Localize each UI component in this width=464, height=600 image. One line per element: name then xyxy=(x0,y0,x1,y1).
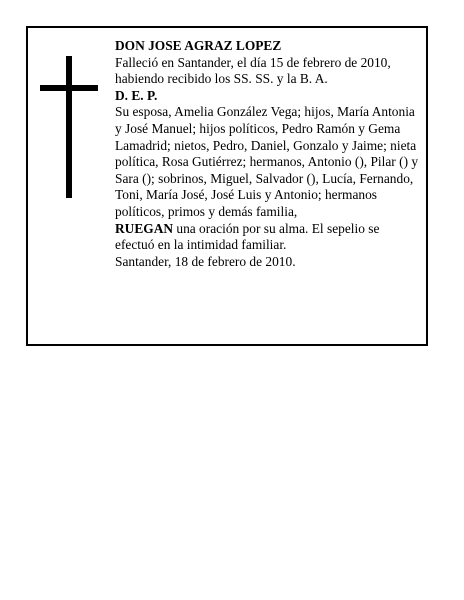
family-list: Su esposa, Amelia González Vega; hijos, María Antonia y José Manuel; hijos políticos, Pedro Ramón y Gema Lamadrid; nietos, Pedro, Daniel, Gonzalo y Jaime; nieta política, Rosa Gutiérrez; hermanos, Antonio (), Pilar () y Sara (); sobrinos, Miguel, Salvador (), Lucía, Fernando, Toni, María José, José Luis y Antonio; hermanos políticos, primos y demás familia, xyxy=(115,104,419,219)
deceased-name: DON JOSE AGRAZ LOPEZ xyxy=(115,38,282,53)
request-text: una oración por su alma. El sepelio se efectuó en la intimidad familiar. xyxy=(115,220,380,253)
place-date: Santander, 18 de febrero de 2010. xyxy=(115,253,296,269)
cross-icon xyxy=(40,56,98,198)
rest-in-peace: D. E. P. xyxy=(115,87,158,103)
request-paragraph xyxy=(115,221,421,254)
request-word: RUEGAN xyxy=(115,220,174,236)
obituary-notice xyxy=(26,26,428,346)
cross-vertical-bar xyxy=(66,56,72,198)
death-info: Falleció en Santander, el día 15 de febrero de 2010, habiendo recibido los SS. SS. y la B. A. xyxy=(115,54,391,87)
cross-horizontal-bar xyxy=(40,85,98,91)
obituary-text xyxy=(115,38,421,270)
